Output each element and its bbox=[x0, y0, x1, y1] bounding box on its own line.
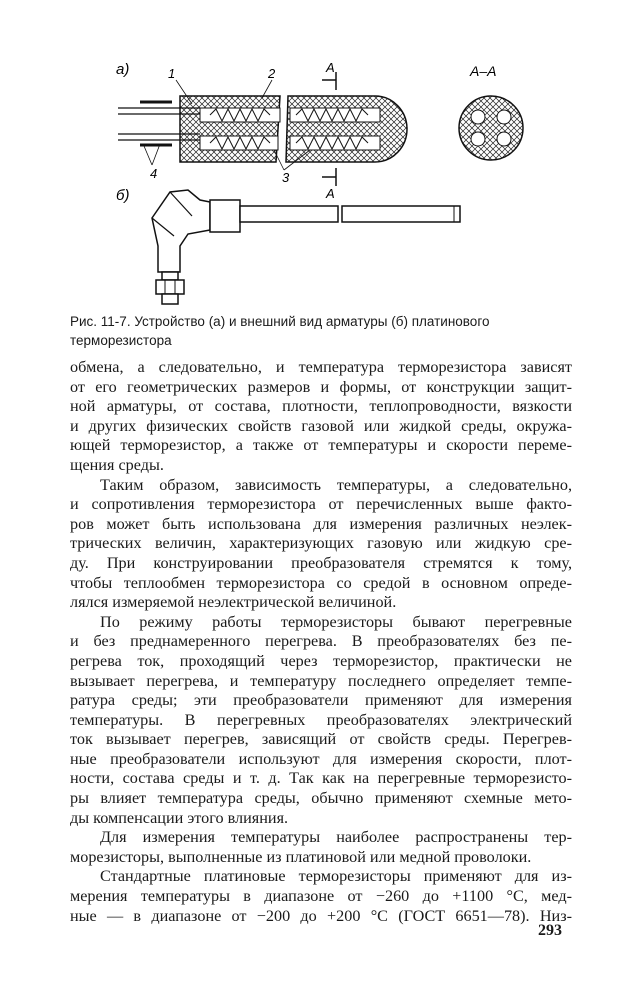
text-line: вызывает перегрева, и температуру последнего определяет темпе- bbox=[70, 671, 572, 690]
text-line: ров может быть использована для измерения различных неэлек- bbox=[70, 514, 572, 533]
text-line: ры влияет температура среды, обычно применяют схемные мето- bbox=[70, 789, 572, 808]
text-line: Для измерения температуры наиболее распространены тер- bbox=[100, 828, 572, 847]
text-line: и без преднамеренного перегрева. В преобразователях без пе- bbox=[70, 632, 572, 651]
text-line: лялся измеряемой неэлектрической величиной. bbox=[70, 593, 397, 612]
text-line: ду. При конструировании преобразователя стремятся к тому, bbox=[70, 553, 572, 572]
text-line: щения среды. bbox=[70, 455, 164, 474]
section-mark-top: А bbox=[326, 60, 335, 75]
thermoresistor-drawing bbox=[100, 50, 540, 310]
label-view-b: б) bbox=[116, 187, 130, 204]
text-line: и других физических свойств газовой или жидкой среды, окружа- bbox=[70, 416, 572, 435]
callout-1: 1 bbox=[168, 66, 176, 81]
section-mark-bottom: А bbox=[326, 186, 335, 201]
text-line: от его геометрических размеров и формы, от конструкции защит- bbox=[70, 377, 572, 396]
figure-thermoresistor bbox=[100, 50, 540, 310]
section-title: А–А bbox=[470, 63, 497, 79]
callout-3: 3 bbox=[282, 170, 290, 185]
text-line: Таким образом, зависимость температуры, а следовательно, bbox=[100, 475, 572, 494]
body-text bbox=[70, 358, 572, 926]
text-line: чтобы теплообмен терморезистора со средой в основном опреде- bbox=[70, 573, 572, 592]
page-number: 293 bbox=[538, 922, 562, 939]
callout-4: 4 bbox=[150, 166, 158, 181]
text-line: обмена, а следовательно, и температура терморезистора зависят bbox=[70, 358, 572, 376]
text-line: морезисторы, выполненные из платиновой или медной проволоки. bbox=[70, 847, 532, 866]
text-line: регрева ток, проходящий через терморезистор, практически не bbox=[70, 651, 572, 670]
text-line: По режиму работы терморезисторы бывают перегревные bbox=[100, 612, 572, 631]
sensor-section-view bbox=[118, 60, 407, 201]
cross-section-a-a bbox=[459, 63, 523, 160]
text-line: ток вызывает перегрев, зависящий от свойств среды. Перегрев- bbox=[70, 730, 572, 749]
text-line: ды компенсации этого влияния. bbox=[70, 808, 289, 827]
figure-caption: Рис. 11-7. Устройство (а) и внешний вид арматуры (б) платинового терморезистора bbox=[70, 314, 490, 348]
text-line: ющей терморезистор, а также от температуры и скорости переме- bbox=[70, 436, 572, 455]
text-line: трических величин, характеризующих газовую или жидкую сре- bbox=[70, 534, 572, 553]
callout-2: 2 bbox=[268, 66, 276, 81]
text-line: Стандартные платиновые терморезисторы применяют для из- bbox=[100, 867, 572, 886]
text-line: мерения температуры в диапазоне от −260 до +1100 °С, мед- bbox=[70, 887, 572, 906]
text-line: и сопротивления терморезистора от перечисленных выше факто- bbox=[70, 495, 572, 514]
text-line: ности, состава среды и т. д. Так как на перегревные терморезисто- bbox=[70, 769, 572, 788]
text-line: ной арматуры, от состава, плотности, теплопроводности, вязкости bbox=[70, 397, 572, 416]
text-line: ные преобразователи используют для измерения скорости, плот- bbox=[70, 749, 572, 768]
label-view-a: а) bbox=[116, 61, 130, 78]
text-line: ные — в диапазоне от −200 до +200 °С (ГОСТ 6651—78). Низ- bbox=[70, 906, 572, 925]
armature-external-view bbox=[152, 190, 460, 304]
text-line: ратура среды; эти преобразователи применяют для измерения bbox=[70, 691, 572, 710]
text-line: температуры. В перегревных преобразователях электрический bbox=[70, 710, 572, 729]
